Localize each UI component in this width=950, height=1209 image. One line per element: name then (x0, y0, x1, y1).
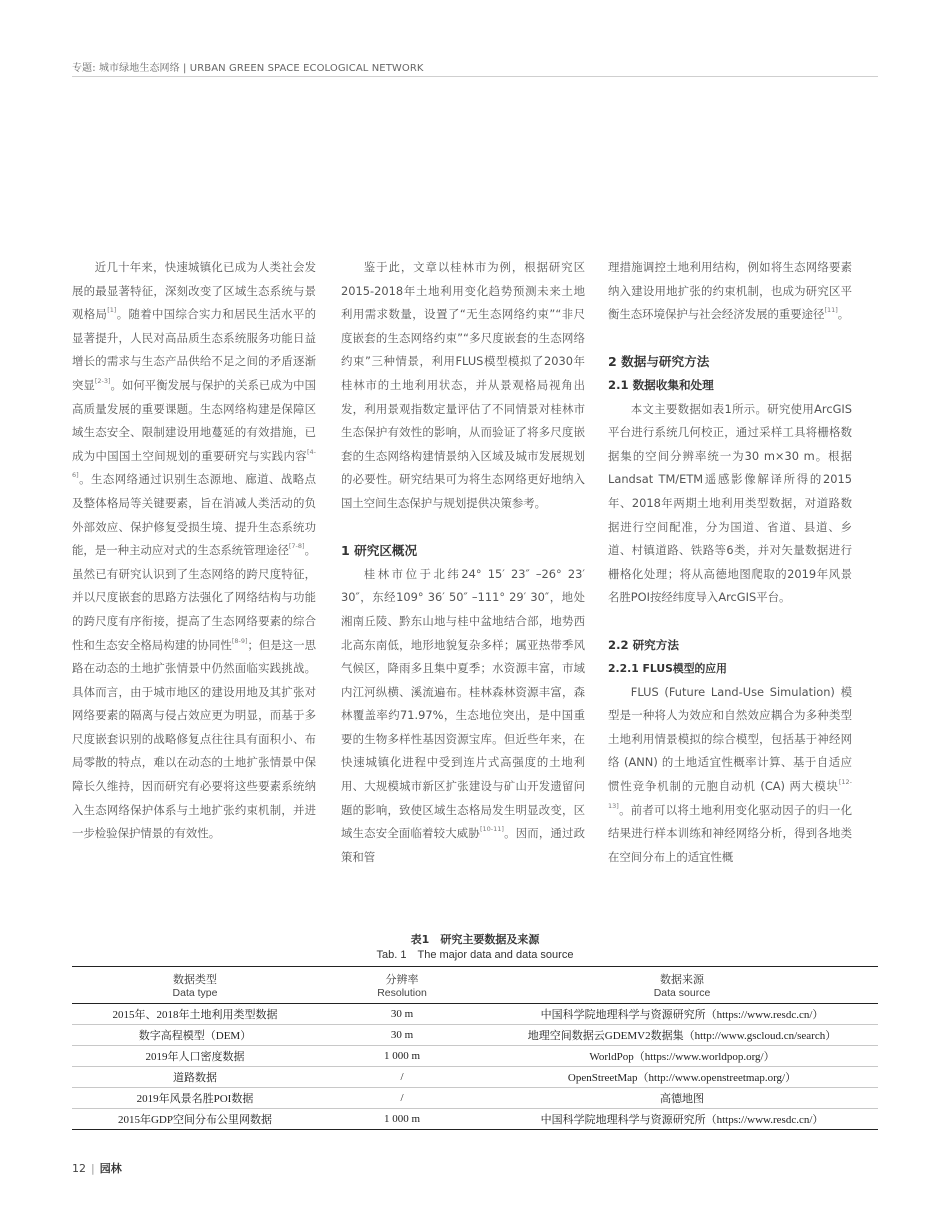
column-3 (608, 256, 852, 869)
page-footer (72, 1160, 122, 1176)
page-number: 12 (72, 1162, 86, 1175)
section-heading-1: 1 研究区概况 (341, 543, 418, 559)
cell-data-type: 2015年、2018年土地利用类型数据 (112, 1009, 278, 1021)
continued-paragraph: 理措施调控土地利用结构，例如将生态网络要素纳入建设用地扩张的约束机制，也成为研究区平衡生态环境保护与社会经济发展的重要途径[11]。 (608, 260, 852, 322)
running-header: 专题: 城市绿地生态网络 | URBAN GREEN SPACE ECOLOGICAL NETWORK (72, 63, 424, 74)
citation: [10-11] (479, 825, 504, 834)
journal-name: 园林 (99, 1162, 122, 1175)
header-rule (72, 76, 878, 77)
intro-paragraph: 近几十年来，快速城镇化已成为人类社会发展的最显著特征，深刻改变了区域生态系统与景观格局[1]。随着中国综合实力和居民生活水平的显著提升，人民对高品质生态系统服务功能日益增长的需求与生态产品供给不足之间的矛盾逐渐突显[2-3]。如何平衡发展与保护的关系已成为中国高质量发展的重要课题。生态网络构建是保障区域生态安全、限制建设用地蔓延的有效措施，已成为中国国土空间规划的重要研究与实践内容[4-6]。生态网络通过识别生态源地、廊道、战略点及整体格局等关键要素，旨在消减人类活动的负外部效应、保护修复受损生境、提升生态系统功能，是一种主动应对式的生态系统管理途径[7-8]。虽然已有研究认识到了生态网络的跨尺度特征，并以尺度嵌套的思路方法强化了网络结构与功能的跨尺度有序衔接，提高了生态网络要素的综合性和生态安全格局构建的协同性[8-9]；但是这一思路在动态的土地扩张情景中仍然面临实践挑战。具体而言，由于城市地区的建设用地及其扩张对网络要素的隔离与侵占效应更为明显，而基于多尺度嵌套识别的战略修复点往往具有面积小、布局零散的特点，难以在动态的土地扩张情景中保障长久维持，因而研究有必要将这些要素系统纳入生态网络保护体系与土地扩张约束机制，并进一步检验保护情景的有效性。 (72, 260, 316, 841)
study-area-paragraph: 桂林市位于北纬24° 15′ 23″ –26° 23′ 30″，东经109° 36′ 50″ –111° 29′ 30″，地处湘南丘陵、黔东山地与桂中盆地结合部，地势西北高东南低，地形地貌复杂多样；属亚热带季风气候区，降雨多且集中夏季；水资源丰富，市域内江河纵横、溪流遍布。桂林森林资源丰富，森林覆盖率约71.97%，生态地位突出，是中国重要的生物多样性基因资源宝库。但近些年来，在快速城镇化进程中受到连片式高强度的土地利用、大规模城市新区扩张建设与矿山开发遗留问题的影响，致使区域生态格局发生明显改变，区域生态安全面临着较大威胁[10-11]。因而，通过政策和管 (341, 566, 585, 864)
subsection-heading-2-2: 2.2 研究方法 (608, 637, 679, 652)
table-row (72, 1025, 878, 1046)
cell-data-type: 2015年GDP空间分布公里网数据 (72, 1109, 318, 1130)
cell-data-type: 数字高程模型（DEM） (72, 1025, 318, 1046)
citation: [11] (824, 306, 838, 315)
table-title-cn: 表1 研究主要数据及来源 (410, 933, 540, 946)
cell-resolution: / (318, 1067, 486, 1088)
cell-data-type: 2019年风景名胜POI数据 (72, 1088, 318, 1109)
table-row (72, 1046, 878, 1067)
table-row (72, 1088, 878, 1109)
cell-data-type: 2019年人口密度数据 (72, 1046, 318, 1067)
header-resolution: 分辨率 Resolution (377, 973, 427, 999)
citation: [1] (107, 306, 117, 315)
subsection-heading-2-1: 2.1 数据收集和处理 (608, 377, 714, 392)
table-row (72, 1004, 878, 1025)
cell-resolution: 30 m (390, 1008, 414, 1020)
footer-separator: | (91, 1162, 95, 1175)
table-header-row (72, 967, 878, 1004)
header-data-type: 数据类型 Data type (172, 973, 218, 999)
citation: [12-13] (608, 778, 852, 810)
cell-resolution: / (318, 1088, 486, 1109)
cell-data-source: 地理空间数据云GDEMV2数据集（http://www.gscloud.cn/search） (486, 1025, 878, 1046)
cell-data-source: WorldPop（https://www.worldpop.org/） (486, 1046, 878, 1067)
subsection-heading-2-2-1: 2.2.1 FLUS模型的应用 (608, 662, 727, 676)
header-data-source: 数据来源 Data source (653, 973, 711, 999)
column-2 (341, 256, 585, 869)
table-row (72, 1067, 878, 1088)
cell-data-source: 中国科学院地理科学与资源研究所（https://www.resdc.cn/） (540, 1009, 824, 1021)
research-aim-paragraph: 鉴于此，文章以桂林市为例，根据研究区2015-2018年土地利用变化趋势预测未来土地利用需求数量，设置了“无生态网络约束”“非尺度嵌套的生态网络约束”“多尺度嵌套的生态网络约束”三种情景，利用FLUS模型模拟了2030年桂林市的土地利用状态，并从景观格局视角出发，利用景观指数定量评估了不同情景对桂林市生态保护有效性的影响，从而验证了将多尺度嵌套的生态网络构建情景纳入区域及城市发展规划的必要性。研究结果可为将生态网络更好地纳入国土空间生态保护与规划提供决策参考。 (341, 260, 585, 510)
citation: [8-9] (231, 636, 248, 645)
citation: [7-8] (288, 542, 305, 551)
table-title-en: Tab. 1 The major data and data source (376, 949, 574, 961)
citation: [2-3] (94, 376, 111, 385)
cell-data-source: 中国科学院地理科学与资源研究所（https://www.resdc.cn/） (486, 1109, 878, 1130)
column-1 (72, 256, 316, 846)
cell-resolution: 30 m (318, 1025, 486, 1046)
citation: [4-6] (72, 447, 316, 480)
cell-data-source: OpenStreetMap（http://www.openstreetmap.org/） (486, 1067, 878, 1088)
table-row (72, 1109, 878, 1130)
data-source-table (72, 966, 878, 1130)
cell-resolution: 1 000 m (318, 1109, 486, 1130)
section-heading-2: 2 数据与研究方法 (608, 354, 710, 370)
cell-data-type: 道路数据 (72, 1067, 318, 1088)
cell-resolution: 1 000 m (318, 1046, 486, 1067)
data-paragraph: 本文主要数据如表1所示。研究使用ArcGIS平台进行系统几何校正，通过采样工具将栅格数据集的空间分辨率统一为30 m×30 m。根据Landsat TM/ETM遥感影像解译所得的2015年、2018年两期土地利用类型数据，对道路数据进行空间配准，分为国道、省道、县道、乡道、村镇道路、铁路等6类，并对矢量数据进行栅格化处理；将从高德地图爬取的2019年风景名胜POI按经纬度导入ArcGIS平台。 (608, 401, 852, 605)
flus-paragraph: FLUS (Future Land-Use Simulation) 模型是一种将人为效应和自然效应耦合为多种类型土地利用情景模拟的综合模型，包括基于神经网络 (ANN) 的土地适宜性概率计算、基于自适应惯性竞争机制的元胞自动机 (CA) 两大模块[12-13]。前者可以将土地利用变化驱动因子的归一化结果进行样本训练和神经网络分析，得到各地类在空间分布上的适宜性概 (608, 684, 852, 864)
cell-data-source: 高德地图 (486, 1088, 878, 1109)
